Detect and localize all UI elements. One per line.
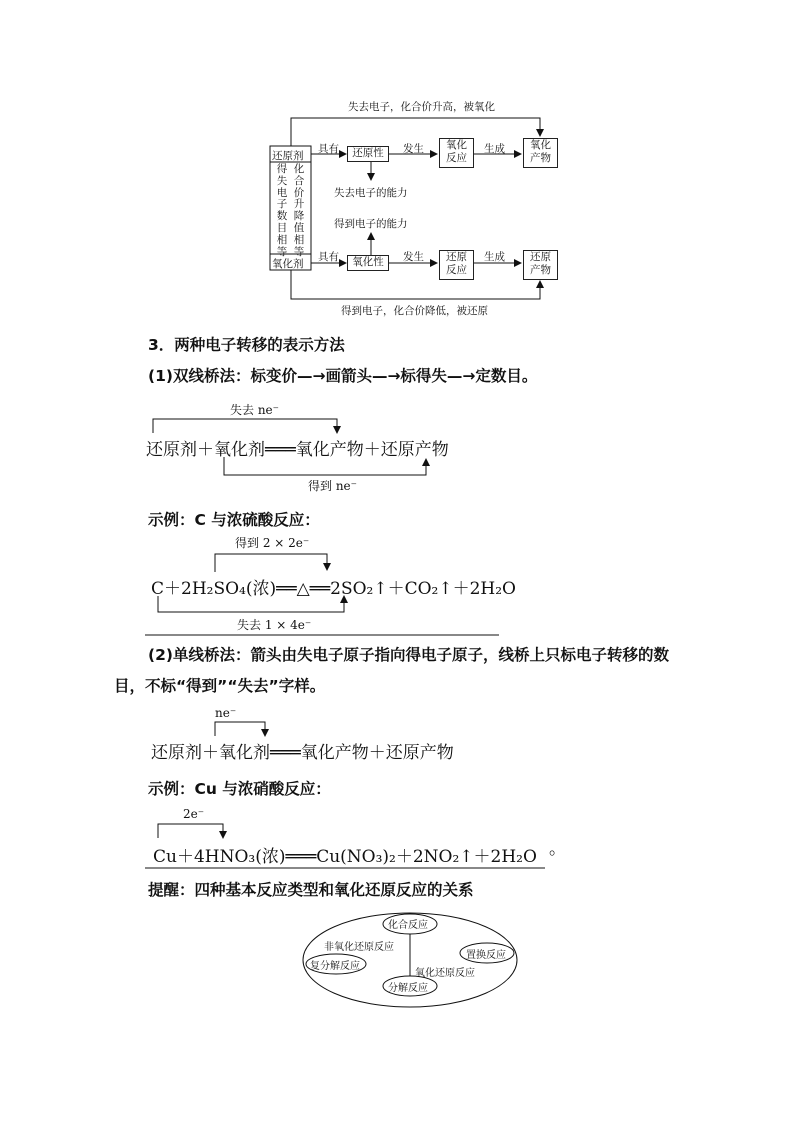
single-bridge-figure	[145, 702, 505, 772]
red-reaction-box: 还原 反应	[439, 250, 474, 280]
red-product-box: 还原 产物	[523, 250, 558, 280]
example1-figure	[145, 530, 516, 640]
example2-figure	[145, 800, 565, 875]
example1-title: 示例：C 与浓硫酸反应：	[148, 511, 320, 529]
lose-ability-label: 失去电子的能力	[334, 187, 408, 199]
double-lose-label: 失去 ne⁻	[230, 403, 279, 417]
flow-connectors	[0, 0, 794, 330]
displacement-reaction: 置换反应	[466, 950, 506, 961]
reaction-types-diagram	[300, 910, 520, 1010]
vertical-label-right: 化合价升降值相等	[293, 163, 305, 258]
has-label-1: 具有	[318, 143, 339, 155]
redox-flow-diagram	[0, 0, 794, 330]
double-gain-label: 得到 ne⁻	[308, 479, 357, 493]
redox-label: 氧化还原反应	[415, 968, 475, 979]
oxidizability-box: 氧化性	[347, 255, 389, 271]
decomposition-reaction: 分解反应	[388, 983, 428, 994]
single-bridge-title: (2)单线桥法：箭头由失电子原子指向得电子原子，线桥上只标电子转移的数目，不标“得到”“失去”字样。	[114, 646, 669, 695]
bottom-loop-label: 得到电子，化合价降低，被还原	[341, 305, 488, 317]
example2-period: 。	[549, 839, 566, 859]
vertical-label-left: 得失电子数目相等	[276, 163, 288, 258]
example2-equation: Cu＋4HNO₃(浓)═══Cu(NO₃)₂＋2NO₂↑＋2H₂O	[153, 847, 537, 867]
double-equation: 还原剂＋氧化剂═══氧化产物＋还原产物	[146, 440, 449, 460]
gain-ability-label: 得到电子的能力	[334, 218, 408, 230]
combination-reaction: 化合反应	[388, 920, 428, 931]
occur-label-2: 发生	[403, 251, 424, 263]
example1-equation: C＋2H₂SO₄(浓)══△══2SO₂↑＋CO₂↑＋2H₂O	[151, 579, 516, 599]
ox-product-box: 氧化 产物	[523, 138, 558, 168]
section-title: 3．两种电子转移的表示方法	[148, 336, 345, 354]
reducibility-box: 还原性	[347, 146, 389, 162]
top-loop-label: 失去电子，化合价升高，被氧化	[348, 101, 495, 113]
example1-lose-label: 失去 1 × 4e⁻	[237, 618, 312, 632]
ox-reaction-box: 氧化 反应	[439, 138, 474, 168]
double-bridge-figure	[140, 395, 500, 495]
oxidizer-label: 氧化剂	[272, 258, 304, 270]
gen-label-2: 生成	[484, 251, 505, 263]
reminder-title: 提醒：四种基本反应类型和氧化还原反应的关系	[148, 881, 474, 899]
example2-title: 示例：Cu 与浓硝酸反应：	[148, 780, 331, 798]
double-bridge-title: (1)双线桥法：标变价—→画箭头—→标得失—→定数目。	[148, 367, 538, 385]
example1-gain-label: 得到 2 × 2e⁻	[235, 536, 310, 550]
occur-label-1: 发生	[403, 143, 424, 155]
has-label-2: 具有	[318, 251, 339, 263]
non-redox-label: 非氧化还原反应	[324, 942, 394, 953]
single-label: ne⁻	[215, 706, 237, 720]
reducer-label: 还原剂	[272, 150, 304, 162]
gen-label-1: 生成	[484, 143, 505, 155]
single-equation: 还原剂＋氧化剂═══氧化产物＋还原产物	[151, 743, 454, 763]
double-decomposition-reaction: 复分解反应	[310, 961, 360, 972]
example2-label: 2e⁻	[183, 807, 205, 821]
